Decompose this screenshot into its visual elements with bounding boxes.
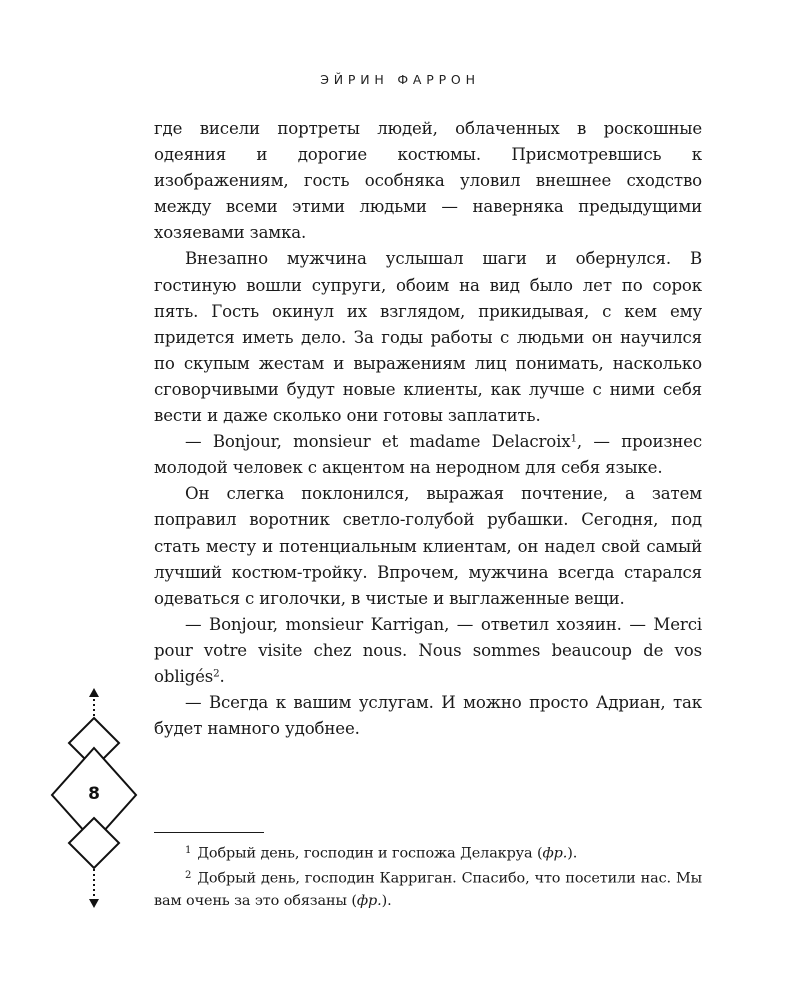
footnote-lang: фр. [542,845,568,862]
body-text [154,116,702,742]
footnote-mark: 2 [185,870,192,882]
page-number: 8 [88,784,100,804]
footnote-end: ). [381,893,392,910]
dialogue-greeting: — Bonjour, monsieur et madame Delacroix [185,432,571,452]
dialogue-reply: — Bonjour, monsieur Karrigan, — ответил хозяин. — Merci pour votre visite chez nous. Nous sommes beaucoup de vos obligés [154,614,702,686]
footnote-separator [154,832,264,833]
footnote-ref-1[interactable]: 1 [570,432,577,445]
paragraph-3 [154,429,702,481]
footnote-text: Добрый день, господин Карриган. Спасибо, что посетили нас. Мы вам очень за это обязаны ( [154,870,702,910]
footnote-lang: фр. [356,893,382,910]
dialogue-end: . [219,666,225,686]
running-head: ЭЙРИН ФАРРОН [320,72,480,87]
paragraph-5 [154,612,702,690]
lower-small-diamond-icon [69,818,119,868]
paragraph-4: Он слегка поклонился, выражая почтение, а затем поправил воротник светло-голубой рубашки. Сегодня, под стать месту и потенциальным клиентам, он надел свой самый лучший костюм-тройку. Впрочем, мужчина всегда старался одеваться с иголочки, в чистые и выглаженные вещи. [154,484,702,608]
footnote-mark: 1 [185,845,192,856]
arrow-up-icon [89,688,99,697]
page-folio [48,688,140,908]
footnote-end: ). [567,845,578,862]
paragraph-1: где висели портреты людей, облаченных в роскошные одеяния и дорогие костюмы. Присмотревшись к изображениям, гость особняка уловил внешнее сходство между всеми этими людьми — наверняка предыдущими хозяевами замка. [154,119,702,243]
footnote-text: Добрый день, господин и госпожа Делакруа ( [197,845,543,862]
footnote-ref-2[interactable]: 2 [213,667,220,680]
footnote-1 [154,840,702,865]
arrow-down-icon [89,899,99,908]
footnote-2 [154,865,702,913]
footnotes [154,840,702,913]
paragraph-6: — Всегда к вашим услугам. И можно просто Адриан, так будет намного удобнее. [154,693,702,739]
paragraph-2: Внезапно мужчина услышал шаги и обернулся. В гостиную вошли супруги, обоим на вид было лет по сорок пять. Гость окинул их взглядом, прикидывая, с кем ему придется иметь дело. За годы работы с людьми он научился по скупым жестам и выражениям лиц понимать, насколько сговорчивыми будут новые клиенты, как лучше с ними себя вести и даже сколько они готовы заплатить. [154,249,702,426]
dialogue-attribution: , — произнес молодой человек с акцентом на неродном для себя языке. [154,432,702,478]
